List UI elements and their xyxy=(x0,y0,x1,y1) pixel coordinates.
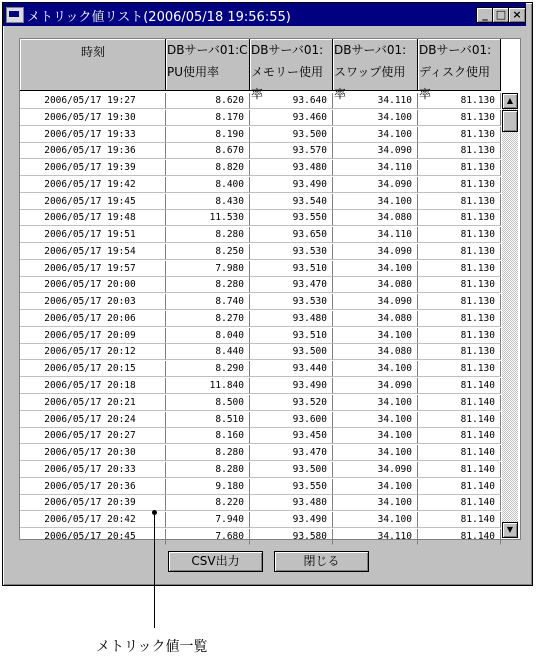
table-cell: 7.980 xyxy=(166,261,250,277)
table-row[interactable] xyxy=(20,110,501,127)
minimize-button[interactable]: _ xyxy=(476,7,494,23)
table-cell: 81.130 xyxy=(418,244,501,260)
table-cell: 93.460 xyxy=(250,110,333,126)
table-cell: 11.530 xyxy=(166,210,250,226)
column-header-memory[interactable]: DBサーバ01:メモリー使用率 xyxy=(250,39,333,91)
table-cell: 93.510 xyxy=(250,328,333,344)
table-cell: 93.490 xyxy=(250,378,333,394)
table-cell: 81.130 xyxy=(418,127,501,143)
table-cell: 11.840 xyxy=(166,378,250,394)
table-cell: 81.140 xyxy=(418,495,501,511)
table-cell: 2006/05/17 19:54 xyxy=(20,244,166,260)
table-row[interactable] xyxy=(20,512,501,529)
table-cell: 8.820 xyxy=(166,160,250,176)
table-cell: 93.530 xyxy=(250,244,333,260)
table-row[interactable] xyxy=(20,529,501,546)
table-cell: 8.190 xyxy=(166,127,250,143)
table-cell: 7.680 xyxy=(166,529,250,545)
window-title: メトリック値リスト(2006/05/18 19:56:55) xyxy=(27,10,291,25)
table-cell: 2006/05/17 20:00 xyxy=(20,277,166,293)
table-cell: 8.270 xyxy=(166,311,250,327)
table-row[interactable] xyxy=(20,361,501,378)
table-cell: 93.490 xyxy=(250,177,333,193)
table-cell: 8.400 xyxy=(166,177,250,193)
table-cell: 81.140 xyxy=(418,479,501,495)
table-cell: 8.280 xyxy=(166,462,250,478)
column-header-time[interactable]: 時刻 xyxy=(20,39,166,91)
scroll-up-arrow-icon[interactable]: ▲ xyxy=(502,93,518,109)
table-cell: 2006/05/17 20:39 xyxy=(20,495,166,511)
table-cell: 34.100 xyxy=(333,127,418,143)
table-cell: 93.490 xyxy=(250,512,333,528)
table-cell: 8.040 xyxy=(166,328,250,344)
table-cell: 34.100 xyxy=(333,395,418,411)
table-cell: 34.080 xyxy=(333,277,418,293)
maximize-button[interactable]: □ xyxy=(492,7,510,23)
table-cell: 34.090 xyxy=(333,244,418,260)
table-cell: 2006/05/17 20:42 xyxy=(20,512,166,528)
csv-export-button[interactable]: CSV出力 xyxy=(168,551,263,572)
table-cell: 34.090 xyxy=(333,462,418,478)
table-row[interactable] xyxy=(20,395,501,412)
table-cell: 81.140 xyxy=(418,428,501,444)
table-cell: 8.440 xyxy=(166,344,250,360)
table-cell: 8.280 xyxy=(166,277,250,293)
app-icon xyxy=(6,7,24,23)
table-cell: 2006/05/17 20:18 xyxy=(20,378,166,394)
table-cell: 8.500 xyxy=(166,395,250,411)
scroll-down-arrow-icon[interactable]: ▼ xyxy=(502,522,518,538)
table-cell: 2006/05/17 19:30 xyxy=(20,110,166,126)
table-cell: 93.550 xyxy=(250,210,333,226)
scroll-thumb[interactable] xyxy=(502,110,518,132)
table-cell: 34.110 xyxy=(333,227,418,243)
close-button[interactable]: 閉じる xyxy=(274,551,369,572)
table-cell: 81.130 xyxy=(418,177,501,193)
table-cell: 2006/05/17 19:36 xyxy=(20,143,166,159)
table-cell: 2006/05/17 19:48 xyxy=(20,210,166,226)
table-cell: 34.100 xyxy=(333,428,418,444)
table-cell: 34.090 xyxy=(333,378,418,394)
table-row[interactable] xyxy=(20,210,501,227)
metric-table[interactable] xyxy=(19,38,521,540)
table-cell: 81.130 xyxy=(418,328,501,344)
table-cell: 8.250 xyxy=(166,244,250,260)
table-cell: 81.130 xyxy=(418,277,501,293)
table-row[interactable] xyxy=(20,311,501,328)
table-cell: 8.160 xyxy=(166,428,250,444)
table-cell: 81.130 xyxy=(418,294,501,310)
table-cell: 8.620 xyxy=(166,93,250,109)
vertical-scrollbar[interactable] xyxy=(502,93,518,538)
callout-caption: メトリック値一覧 xyxy=(96,639,208,655)
table-cell: 34.110 xyxy=(333,529,418,545)
table-cell: 34.100 xyxy=(333,361,418,377)
table-cell: 34.100 xyxy=(333,445,418,461)
column-header-cpu[interactable]: DBサーバ01:CPU使用率 xyxy=(166,39,250,91)
title-bar xyxy=(3,3,526,26)
table-cell: 8.280 xyxy=(166,227,250,243)
table-cell: 34.100 xyxy=(333,512,418,528)
table-row[interactable] xyxy=(20,227,501,244)
table-cell: 34.100 xyxy=(333,194,418,210)
table-cell: 8.170 xyxy=(166,110,250,126)
table-row[interactable] xyxy=(20,344,501,361)
table-cell: 93.530 xyxy=(250,294,333,310)
table-cell: 2006/05/17 20:27 xyxy=(20,428,166,444)
table-cell: 2006/05/17 20:45 xyxy=(20,529,166,545)
table-cell: 8.740 xyxy=(166,294,250,310)
table-cell: 81.130 xyxy=(418,311,501,327)
table-cell: 93.480 xyxy=(250,160,333,176)
table-cell: 2006/05/17 20:06 xyxy=(20,311,166,327)
table-cell: 93.480 xyxy=(250,495,333,511)
table-cell: 81.140 xyxy=(418,378,501,394)
table-cell: 34.100 xyxy=(333,479,418,495)
table-cell: 93.500 xyxy=(250,344,333,360)
table-row[interactable] xyxy=(20,127,501,144)
table-cell: 81.130 xyxy=(418,361,501,377)
table-cell: 34.090 xyxy=(333,177,418,193)
table-row[interactable] xyxy=(20,177,501,194)
table-cell: 93.550 xyxy=(250,479,333,495)
table-cell: 2006/05/17 20:15 xyxy=(20,361,166,377)
table-row[interactable] xyxy=(20,93,501,110)
close-window-button[interactable]: × xyxy=(508,7,526,23)
table-cell: 93.640 xyxy=(250,93,333,109)
table-row[interactable] xyxy=(20,294,501,311)
table-cell: 2006/05/17 19:33 xyxy=(20,127,166,143)
table-cell: 93.600 xyxy=(250,412,333,428)
table-cell: 81.130 xyxy=(418,194,501,210)
table-cell: 81.130 xyxy=(418,227,501,243)
table-cell: 81.130 xyxy=(418,93,501,109)
table-cell: 81.140 xyxy=(418,462,501,478)
table-cell: 34.090 xyxy=(333,294,418,310)
table-cell: 34.100 xyxy=(333,110,418,126)
table-cell: 34.110 xyxy=(333,93,418,109)
table-cell: 93.540 xyxy=(250,194,333,210)
table-cell: 8.220 xyxy=(166,495,250,511)
table-cell: 9.180 xyxy=(166,479,250,495)
table-cell: 81.140 xyxy=(418,395,501,411)
table-cell: 2006/05/17 20:03 xyxy=(20,294,166,310)
table-cell: 81.130 xyxy=(418,344,501,360)
table-cell: 93.580 xyxy=(250,529,333,545)
table-cell: 93.480 xyxy=(250,311,333,327)
column-header-swap[interactable]: DBサーバ01:スワップ使用率 xyxy=(333,39,418,91)
table-row[interactable] xyxy=(20,412,501,429)
table-cell: 93.440 xyxy=(250,361,333,377)
table-row[interactable] xyxy=(20,445,501,462)
table-cell: 34.100 xyxy=(333,328,418,344)
column-header-disk[interactable]: DBサーバ01:ディスク使用率 xyxy=(418,39,501,91)
table-row[interactable] xyxy=(20,462,501,479)
table-row[interactable] xyxy=(20,495,501,512)
table-cell: 2006/05/17 19:57 xyxy=(20,261,166,277)
table-row[interactable] xyxy=(20,160,501,177)
table-cell: 2006/05/17 19:45 xyxy=(20,194,166,210)
table-row[interactable] xyxy=(20,479,501,496)
table-row[interactable] xyxy=(20,277,501,294)
table-cell: 93.470 xyxy=(250,277,333,293)
table-cell: 2006/05/17 20:36 xyxy=(20,479,166,495)
table-cell: 8.510 xyxy=(166,412,250,428)
callout-line xyxy=(154,512,155,628)
table-cell: 81.140 xyxy=(418,512,501,528)
table-cell: 81.140 xyxy=(418,412,501,428)
table-cell: 7.940 xyxy=(166,512,250,528)
table-cell: 81.130 xyxy=(418,160,501,176)
table-row[interactable] xyxy=(20,378,501,395)
table-cell: 81.130 xyxy=(418,261,501,277)
table-row[interactable] xyxy=(20,428,501,445)
table-cell: 34.110 xyxy=(333,160,418,176)
table-cell: 34.080 xyxy=(333,210,418,226)
table-cell: 8.670 xyxy=(166,143,250,159)
table-cell: 93.520 xyxy=(250,395,333,411)
table-cell: 2006/05/17 19:27 xyxy=(20,93,166,109)
table-cell: 81.130 xyxy=(418,110,501,126)
table-cell: 93.570 xyxy=(250,143,333,159)
table-cell: 2006/05/17 19:42 xyxy=(20,177,166,193)
table-cell: 2006/05/17 20:09 xyxy=(20,328,166,344)
table-cell: 81.130 xyxy=(418,143,501,159)
table-cell: 2006/05/17 19:39 xyxy=(20,160,166,176)
table-cell: 93.500 xyxy=(250,127,333,143)
table-cell: 2006/05/17 20:24 xyxy=(20,412,166,428)
table-cell: 2006/05/17 20:33 xyxy=(20,462,166,478)
table-cell: 2006/05/17 20:21 xyxy=(20,395,166,411)
table-cell: 34.100 xyxy=(333,261,418,277)
table-cell: 34.090 xyxy=(333,143,418,159)
table-cell: 8.290 xyxy=(166,361,250,377)
table-cell: 93.450 xyxy=(250,428,333,444)
table-cell: 34.100 xyxy=(333,495,418,511)
table-cell: 93.500 xyxy=(250,462,333,478)
table-cell: 81.140 xyxy=(418,529,501,545)
table-row[interactable] xyxy=(20,194,501,211)
table-cell: 93.470 xyxy=(250,445,333,461)
table-cell: 2006/05/17 20:12 xyxy=(20,344,166,360)
table-cell: 34.100 xyxy=(333,412,418,428)
table-cell: 2006/05/17 19:51 xyxy=(20,227,166,243)
table-cell: 34.080 xyxy=(333,311,418,327)
table-cell: 81.140 xyxy=(418,445,501,461)
table-cell: 93.510 xyxy=(250,261,333,277)
table-cell: 8.430 xyxy=(166,194,250,210)
table-row[interactable] xyxy=(20,244,501,261)
table-cell: 93.650 xyxy=(250,227,333,243)
table-row[interactable] xyxy=(20,143,501,160)
table-cell: 81.130 xyxy=(418,210,501,226)
table-body xyxy=(20,93,501,546)
table-cell: 34.080 xyxy=(333,344,418,360)
table-cell: 8.280 xyxy=(166,445,250,461)
table-row[interactable] xyxy=(20,261,501,278)
table-cell: 2006/05/17 20:30 xyxy=(20,445,166,461)
table-row[interactable] xyxy=(20,328,501,345)
